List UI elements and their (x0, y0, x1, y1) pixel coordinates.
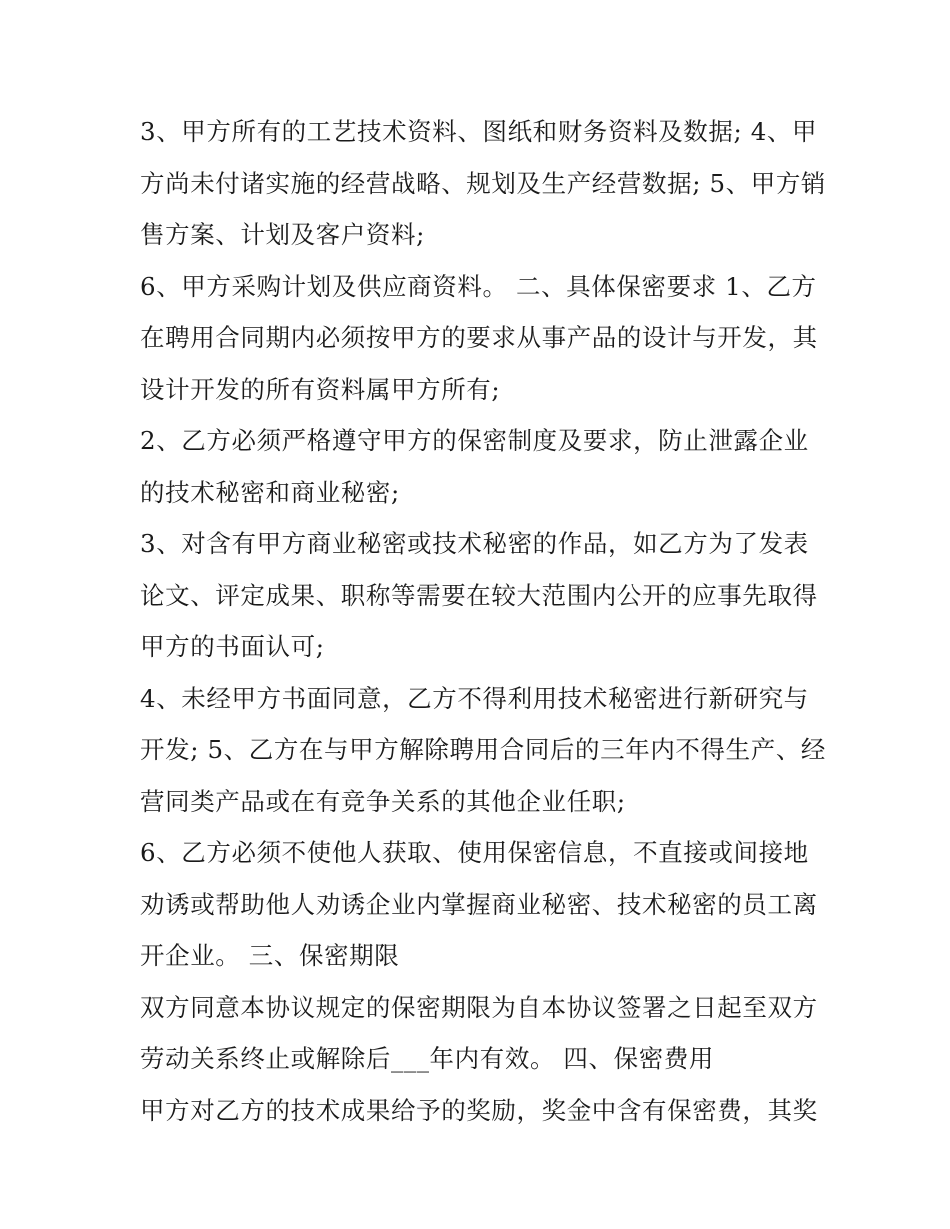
text-line: 设计开发的所有资料属甲方所有; (140, 374, 501, 404)
text-line: 营同类产品或在有竞争关系的其他企业任职; (140, 786, 626, 816)
text-line: 甲方的书面认可; (140, 632, 325, 661)
text-line: 论文、评定成果、职称等需要在较大范围内公开的应事先取得 (140, 580, 818, 610)
text-line: 双方同意本协议规定的保密期限为自本协议签署之日起至双方 (140, 992, 818, 1022)
text-line: 劳动关系终止或解除后___年内有效。 四、保密费用 (140, 1044, 715, 1073)
text-line: 4、未经甲方书面同意，乙方不得利用技术秘密进行新研究与 (140, 683, 809, 713)
text-line: 售方案、计划及客户资料; (140, 220, 425, 249)
text-line: 方尚未付诸实施的经营战略、规划及生产经营数据; 5、甲方销 (140, 168, 827, 198)
text-line: 2、乙方必须严格遵守甲方的保密制度及要求，防止泄露企业 (140, 426, 809, 455)
text-line: 的技术秘密和商业秘密; (140, 477, 400, 507)
text-line: 3、甲方所有的工艺技术资料、图纸和财务资料及数据; 4、甲 (140, 117, 818, 146)
text-line: 6、甲方采购计划及供应商资料。 二、具体保密要求 1、乙方 (140, 271, 817, 301)
text-line: 甲方对乙方的技术成果给予的奖励，奖金中含有保密费，其奖 (140, 1095, 818, 1125)
text-line: 6、乙方必须不使他人获取、使用保密信息，不直接或间接地 (140, 838, 809, 867)
document-body (140, 106, 827, 1136)
text-line: 开企业。 三、保密期限 (140, 941, 400, 970)
text-line: 开发; 5、乙方在与甲方解除聘用合同后的三年内不得生产、经 (140, 735, 827, 764)
text-line: 在聘用合同期内必须按甲方的要求从事产品的设计与开发，其 (140, 323, 818, 352)
text-line: 劝诱或帮助他人劝诱企业内掌握商业秘密、技术秘密的员工离 (140, 889, 818, 919)
text-line: 3、对含有甲方商业秘密或技术秘密的作品，如乙方为了发表 (140, 529, 809, 558)
